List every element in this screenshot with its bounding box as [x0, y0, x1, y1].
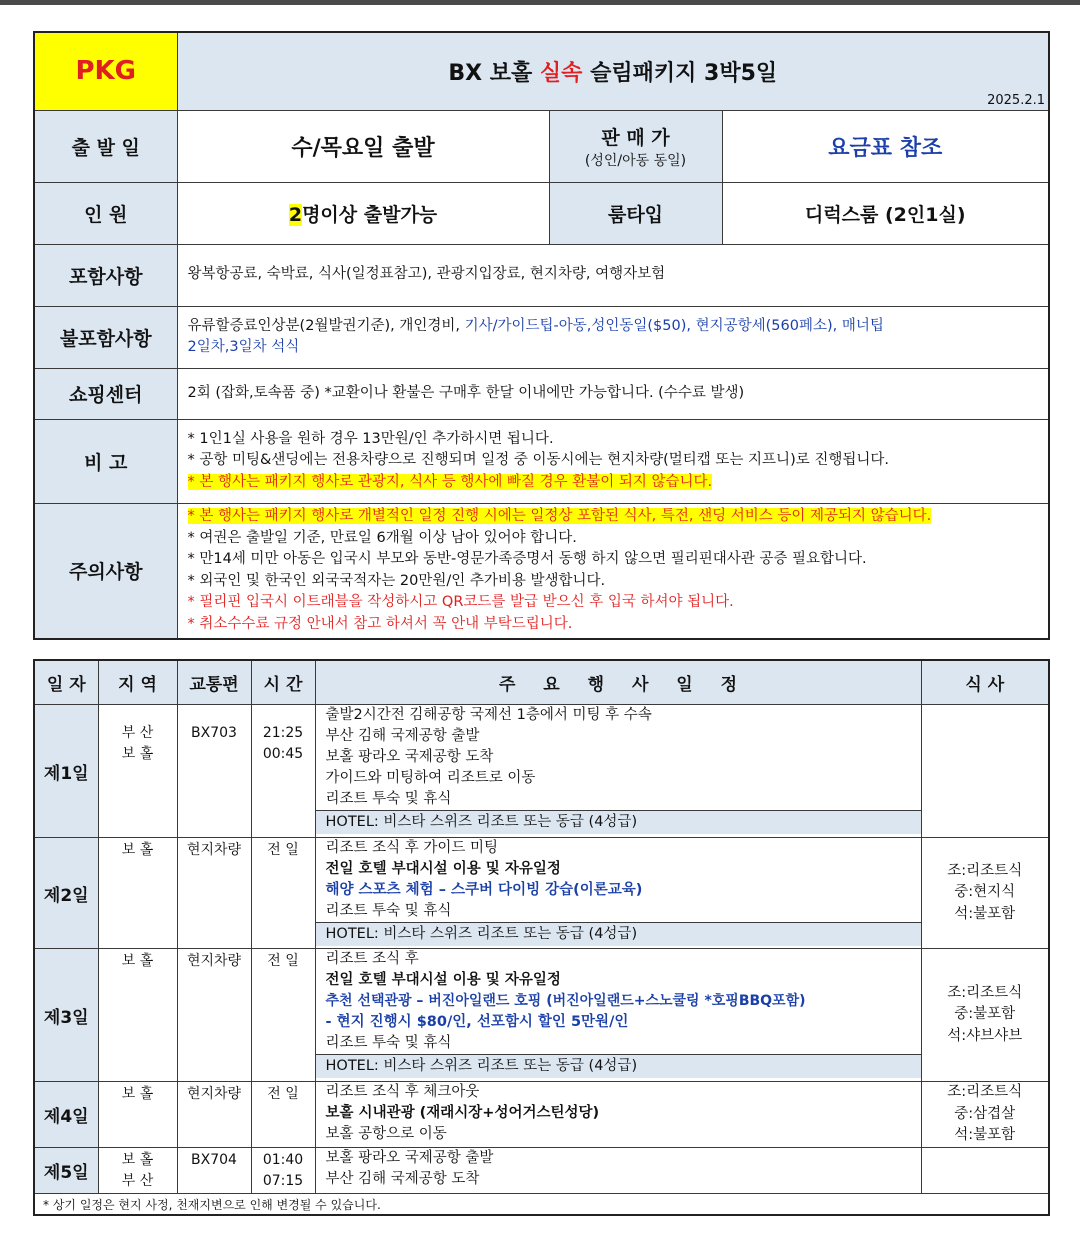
- transport: 현지차량: [177, 838, 251, 949]
- time: 전 일: [251, 838, 315, 949]
- schedule-line: 보홀 시내관광 (재래시장+성어거스틴성당): [325, 1105, 600, 1121]
- schedule-cell: [315, 705, 921, 838]
- time-cell: [251, 1148, 315, 1194]
- meal-cell: [921, 1082, 1049, 1148]
- schedule-line-option-price: - 현지 진행시 $80/인, 선포함시 할인 5만원/인: [325, 1014, 629, 1030]
- meal-dinner: 석:불포함: [954, 905, 1016, 922]
- meal-dinner: 석:불포함: [954, 1127, 1016, 1144]
- region: 보 홀: [121, 746, 154, 762]
- transport: 현지차량: [177, 1082, 251, 1148]
- header-region: 지 역: [98, 660, 177, 705]
- min-people-count: 2: [288, 203, 303, 226]
- time: 전 일: [251, 949, 315, 1082]
- excluded-text: [177, 306, 1049, 368]
- remark-line: * 1인1실 사용을 원하 경우 13만원/인 추가하시면 됩니다.: [187, 430, 554, 447]
- schedule-line: 가이드와 미팅하여 리조트로 이동: [325, 770, 536, 786]
- schedule-footnote: * 상기 일정은 현지 사정, 천재지변으로 인해 변경될 수 있습니다.: [34, 1194, 1049, 1216]
- caution-text: [177, 503, 1049, 639]
- itinerary-table: [33, 659, 1050, 1216]
- excluded-dinner: 2일차,3일차 석식: [187, 339, 300, 355]
- table-row: [34, 838, 1049, 949]
- schedule-line: 리조트 조식 후: [325, 951, 419, 967]
- table-row: [34, 1148, 1049, 1194]
- day-label: 제2일: [34, 838, 98, 949]
- meal-cell: [921, 705, 1049, 838]
- price-sublabel: (성인/아동 동일): [584, 152, 687, 169]
- package-title: [177, 32, 1049, 110]
- caution-line: * 여권은 출발일 기준, 만료일 6개월 이상 남아 있어야 합니다.: [187, 529, 577, 546]
- table-row: [34, 705, 1049, 838]
- hotel-line: HOTEL: 비스타 스위즈 리조트 또는 동급 (4성급): [316, 922, 921, 946]
- price-label-cell: [549, 110, 722, 182]
- title-part: 슬림패키지 3박5일: [582, 60, 778, 86]
- region: 부 산: [121, 1173, 154, 1189]
- price-label: 판 매 가: [601, 126, 670, 149]
- people-value-cell: [177, 182, 549, 244]
- time: 01:40: [262, 1152, 304, 1168]
- excluded-part: 유류할증료인상분(2월발권기준), 개인경비,: [187, 317, 465, 334]
- schedule-line: 리조트 투숙 및 휴식: [325, 903, 452, 919]
- schedule-cell: [315, 1148, 921, 1194]
- schedule-line: 보홀 팡라오 국제공항 출발: [325, 1150, 494, 1166]
- hotel-line: HOTEL: 비스타 스위즈 리조트 또는 동급 (4성급): [316, 1054, 921, 1078]
- time-cell: [251, 705, 315, 838]
- meal-cell: [921, 838, 1049, 949]
- remark-line: * 공항 미팅&샌딩에는 전용차량으로 진행되며 일정 중 이동시에는 현지차량(멀티캡 또는 지프니)로 진행됩니다.: [187, 452, 889, 469]
- header-transport: 교통편: [177, 660, 251, 705]
- day-label: 제3일: [34, 949, 98, 1082]
- transport: 현지차량: [177, 949, 251, 1082]
- issue-date: 2025.2.1: [987, 92, 1045, 108]
- schedule-cell: [315, 838, 921, 949]
- header-day: 일 자: [34, 660, 98, 705]
- departure-label: 출 발 일: [34, 110, 177, 182]
- schedule-line: 보홀 팡라오 국제공항 도착: [325, 749, 494, 765]
- people-label: 인 원: [34, 182, 177, 244]
- meal-lunch: 중:삼겹살: [954, 1105, 1016, 1122]
- header-schedule: 주 요 행 사 일 정: [315, 660, 921, 705]
- meal-breakfast: 조:리조트식: [947, 862, 1023, 879]
- schedule-line-option: 해양 스포츠 체험 – 스쿠버 다이빙 강습(이론교육): [325, 882, 643, 898]
- region: 부 산: [121, 725, 154, 741]
- departure-value: 수/목요일 출발: [177, 110, 549, 182]
- room-value: 디럭스룸 (2인1실): [722, 182, 1049, 244]
- people-value: 명이상 출발가능: [302, 203, 438, 226]
- schedule-line: 출발2시간전 김해공항 국제선 1층에서 미팅 후 수속: [325, 707, 652, 723]
- region: 보 홀: [121, 1152, 154, 1168]
- caution-line-red: * 취소수수료 규정 안내서 참고 하셔서 꼭 안내 부탁드립니다.: [187, 615, 573, 632]
- schedule-line: 리조트 투숙 및 휴식: [325, 1035, 452, 1051]
- table-row: [34, 1082, 1049, 1148]
- schedule-cell: [315, 1082, 921, 1148]
- hotel-line: HOTEL: 비스타 스위즈 리조트 또는 동급 (4성급): [316, 810, 921, 834]
- table-row: [34, 949, 1049, 1082]
- pkg-badge: PKG: [34, 32, 177, 110]
- caution-line-warning: * 본 행사는 패키지 행사로 개별적인 일정 진행 시에는 일정상 포함된 식사, 특전, 샌딩 서비스 등이 제공되지 않습니다.: [187, 508, 932, 525]
- meal-breakfast: 조:리조트식: [947, 1084, 1023, 1101]
- top-bar: [0, 0, 1080, 5]
- day-label: 제5일: [34, 1148, 98, 1194]
- package-info-table: [33, 31, 1050, 640]
- region-cell: [98, 1148, 177, 1194]
- schedule-line: 전일 호텔 부대시설 이용 및 자유일정: [325, 972, 561, 988]
- transport: BX703: [177, 705, 251, 838]
- price-value: 요금표 참조: [722, 110, 1049, 182]
- schedule-line: 보홀 공항으로 이동: [325, 1126, 447, 1142]
- header-meal: 식 사: [921, 660, 1049, 705]
- schedule-line: 전일 호텔 부대시설 이용 및 자유일정: [325, 861, 561, 877]
- caution-label: 주의사항: [34, 503, 177, 639]
- region: 보 홀: [98, 1082, 177, 1148]
- region: 보 홀: [98, 949, 177, 1082]
- remarks-label: 비 고: [34, 419, 177, 503]
- shopping-text: 2회 (잡화,토속품 중) *교환이나 환불은 구매후 한달 이내에만 가능합니다. (수수료 발생): [177, 368, 1049, 419]
- meal-lunch: 중:불포함: [954, 1006, 1016, 1023]
- region: 보 홀: [98, 838, 177, 949]
- time: 00:45: [262, 746, 304, 762]
- remarks-text: [177, 419, 1049, 503]
- time: 07:15: [262, 1173, 304, 1189]
- schedule-line: 리조트 투숙 및 휴식: [325, 791, 452, 807]
- meal-cell: [921, 1148, 1049, 1194]
- title-highlight: 실속: [539, 60, 583, 86]
- schedule-line-option: 추천 선택관광 – 버진아일랜드 호핑 (버진아일랜드+스노쿨링 *호핑BBQ포함): [325, 993, 806, 1009]
- caution-line-red: * 필리핀 입국시 이트래블을 작성하시고 QR코드를 발급 받으신 후 입국 하셔야 됩니다.: [187, 594, 734, 611]
- schedule-line: 부산 김해 국제공항 출발: [325, 728, 480, 744]
- transport: BX704: [177, 1148, 251, 1194]
- room-label: 룸타입: [549, 182, 722, 244]
- day-label: 제4일: [34, 1082, 98, 1148]
- time: 전 일: [251, 1082, 315, 1148]
- title-part: BX 보홀: [448, 60, 540, 86]
- meal-lunch: 중:현지식: [954, 884, 1016, 901]
- excluded-label: 불포함사항: [34, 306, 177, 368]
- schedule-line: 부산 김해 국제공항 도착: [325, 1171, 480, 1187]
- included-label: 포함사항: [34, 244, 177, 306]
- schedule-cell: [315, 949, 921, 1082]
- region-cell: [98, 705, 177, 838]
- schedule-line: 리조트 조식 후 가이드 미팅: [325, 840, 499, 856]
- header-time: 시 간: [251, 660, 315, 705]
- meal-dinner: 석:샤브샤브: [947, 1027, 1023, 1044]
- included-text: 왕복항공료, 숙박료, 식사(일정표참고), 관광지입장료, 현지차량, 여행자보험: [177, 244, 1049, 306]
- caution-line: * 만14세 미만 아동은 입국시 부모와 동반-영문가족증명서 동행 하지 않으면 필리핀대사관 공증 필요합니다.: [187, 551, 867, 568]
- time: 21:25: [262, 725, 304, 741]
- meal-breakfast: 조:리조트식: [947, 984, 1023, 1001]
- caution-line: * 외국인 및 한국인 외국국적자는 20만원/인 추가비용 발생합니다.: [187, 572, 606, 589]
- meal-cell: [921, 949, 1049, 1082]
- shopping-label: 쇼핑센터: [34, 368, 177, 419]
- schedule-line: 리조트 조식 후 체크아웃: [325, 1084, 480, 1100]
- day-label: 제1일: [34, 705, 98, 838]
- remark-line-warning: * 본 행사는 패키지 행사로 관광지, 식사 등 행사에 빠질 경우 환불이 되지 않습니다.: [187, 473, 713, 490]
- excluded-tips: 기사/가이드팁-아동,성인동일($50), 현지공항세(560페소), 매너팁: [464, 317, 884, 334]
